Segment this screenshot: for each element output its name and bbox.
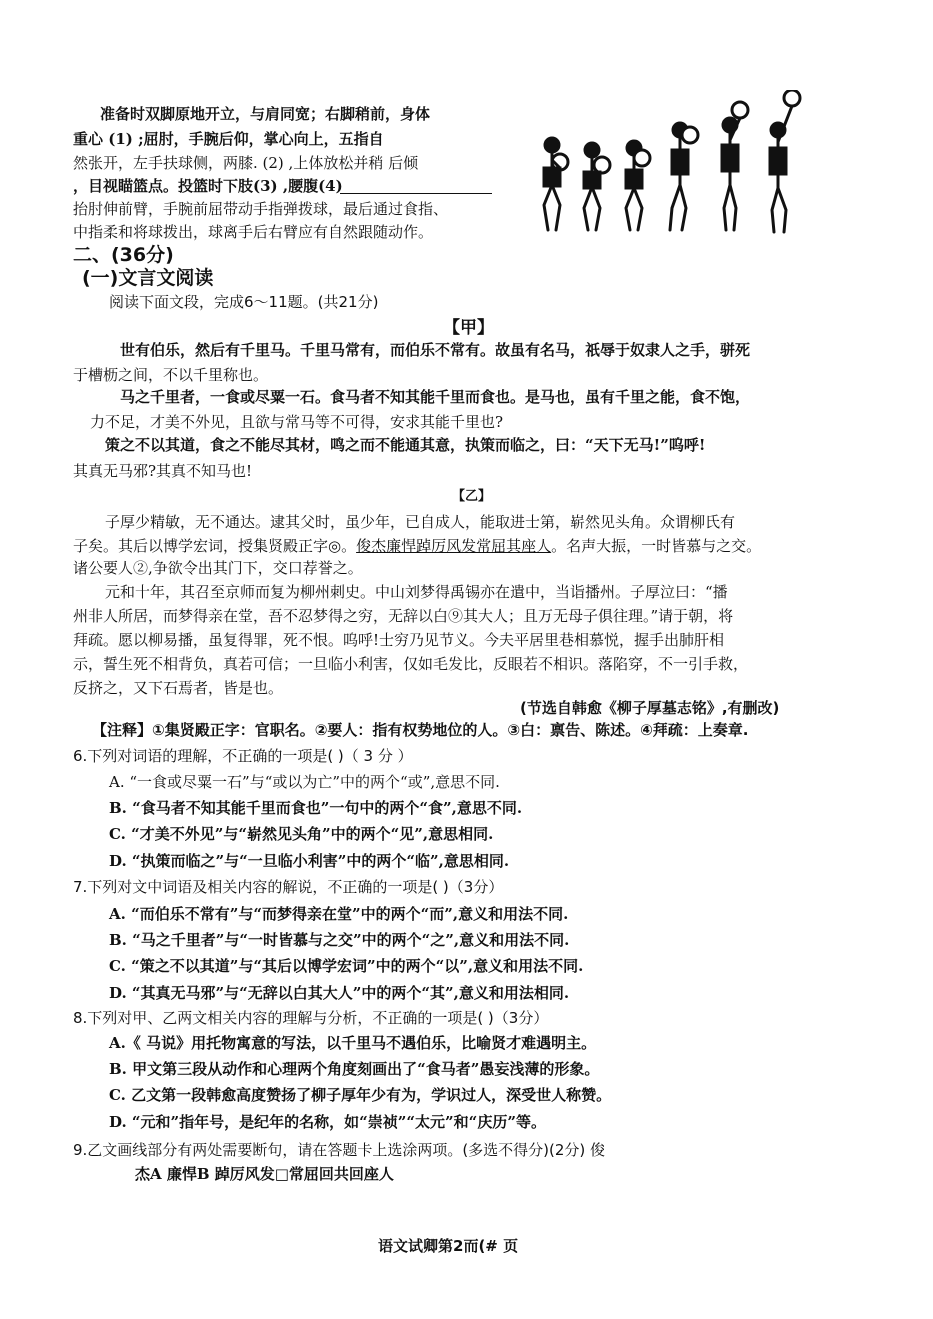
passage-yi-title: 【乙】 <box>452 489 492 504</box>
q8-stem: 8.下列对甲、乙两文相关内容的理解与分析，不正确的一项是( )（3分） <box>73 1009 549 1027</box>
q8-option-d[interactable]: D. “元和”指年号，是纪年的名称，如“崇祯”“太元”和“庆历”等。 <box>109 1113 546 1131</box>
subsection-classical-reading: (一)文言文阅读 <box>82 267 214 289</box>
jia-p2-line1: 马之千里者，一食或尽粟一石。食马者不知其能千里而食也。是马也，虽有千里之能，食不饱， <box>120 388 751 406</box>
jia-p2-line2: 力不足，才美不外见，且欲与常马等不可得，安求其能千里也? <box>90 413 504 431</box>
q6-stem: 6.下列对词语的理解，不正确的一项是( )（ 3 分 ） <box>73 747 413 765</box>
q6-option-a[interactable]: A. “一食或尽粟一石”与“或以为亡”中的两个“或”,意思不同. <box>109 773 500 791</box>
yi-p1-line2-start: 子矣。其后以博学宏词，授集贤殿正字◎。 <box>73 537 357 555</box>
yi-p2-line3: 拜疏。愿以柳易播，虽复得罪，死不恨。呜呼!士穷乃见节义。今夫平居里巷相慕悦，握手出肺肝相 <box>73 631 725 649</box>
yi-p1-line3: 诸公要人②,争欲令出其门下，交口荐誉之。 <box>73 559 363 577</box>
annotation-note: 【注释】①集贤殿正字：官职名。②要人：指有权势地位的人。③白：禀告、陈述。④拜疏：上奏章. <box>92 721 749 739</box>
intro-blank-line <box>340 193 492 194</box>
reading-instruction: 阅读下面文段，完成6～11题。(共21分) <box>109 293 379 311</box>
q7-option-d[interactable]: D. “其真无马邪”与“无辞以白其大人”中的两个“其”,意义和用法相同. <box>109 984 570 1002</box>
q6-option-c[interactable]: C. “才美不外见”与“崭然见头角”中的两个“见”,意思相同. <box>109 825 494 843</box>
yi-p1-line2-end: 。名声大振，一时皆慕与之交。 <box>551 537 762 555</box>
yi-underlined-sentence: 俊杰廉悍踔厉风发常屈其座人 <box>356 537 552 555</box>
jia-p3-line2: 其真无马邪?其真不知马也! <box>73 462 253 480</box>
q8-option-b[interactable]: B. 甲文第三段从动作和心理两个角度刻画出了“食马者”愚妄浅薄的形象。 <box>109 1060 600 1078</box>
intro-line-2: 重心 (1) ;屈肘，手腕后仰，掌心向上，五指自 <box>73 130 384 148</box>
yi-p1-line2 <box>73 535 761 556</box>
intro-line-5: 抬肘伸前臂，手腕前屈带动手指弹拨球，最后通过食指、 <box>73 200 449 218</box>
q7-option-c[interactable]: C. “策之不以其道”与“其后以博学宏词”中的两个“以”,意义和用法不同. <box>109 957 584 975</box>
q6-option-d[interactable]: D. “执策而临之”与“一旦临小利害”中的两个“临”,意思相同. <box>109 852 510 870</box>
yi-p1-line1: 子厚少精敏，无不通达。逮其父时，虽少年，已自成人，能取进士第，崭然见头角。众谓柳氏有 <box>105 513 736 531</box>
section-2-heading: 二、(36分) <box>73 244 174 266</box>
basketball-shooting-figure <box>530 90 820 240</box>
q6-option-b[interactable]: B. “食马者不知其能千里而食也”一句中的两个“食”,意思不同. <box>109 799 523 817</box>
q8-option-c[interactable]: C. 乙文第一段韩愈高度赞扬了柳子厚年少有为，学识过人，深受世人称赞。 <box>109 1086 612 1104</box>
q7-option-b[interactable]: B. “马之千里者”与“一时皆慕与之交”中的两个“之”,意义和用法不同. <box>109 931 570 949</box>
intro-line-4: ，目视瞄篮点。投篮时下肢(3) ,腰腹(4) <box>73 177 343 195</box>
q8-option-a[interactable]: A.《 马说》用托物寓意的写法，以千里马不遇伯乐，比喻贤才难遇明主。 <box>109 1034 597 1052</box>
intro-line-6: 中指柔和将球拨出，球离手后右臂应有自然跟随动作。 <box>73 223 434 241</box>
yi-p2-line4: 示，誓生死不相背负，真若可信；一旦临小利害，仅如毛发比，反眼若不相识。落陷穿，不一引手救， <box>73 655 749 673</box>
passage-jia-title: 【甲】 <box>443 318 494 338</box>
jia-p3-line1: 策之不以其道，食之不能尽其材，鸣之而不能通其意，执策而临之，曰：“天下无马!”呜呼! <box>105 436 706 454</box>
yi-p2-line5: 反挤之，又下石焉者，皆是也。 <box>73 679 284 697</box>
intro-line-3: 然张开，左手扶球侧，两膝. (2) ,上体放松并稍 后倾 <box>73 154 419 172</box>
q9-stem: 9.乙文画线部分有两处需要断句，请在答题卡上选涂两项。(多选不得分)(2分) 俊 <box>73 1141 606 1159</box>
yi-source: (节选自韩愈《柳子厚墓志铭》,有删改) <box>520 699 780 717</box>
yi-p2-line2: 州非人所居，而梦得亲在堂，吾不忍梦得之穷，无辞以白⑨其大人；且万无母子俱往理。”请于朝，将 <box>73 607 734 625</box>
q7-stem: 7.下列对文中词语及相关内容的解说，不正确的一项是( )（3分） <box>73 878 504 896</box>
page-footer: 语文试卿第2而(# 页 <box>378 1237 519 1255</box>
q9-options[interactable]: 杰A 廉悍B 踔厉风发□常屈回共回座人 <box>135 1165 394 1183</box>
yi-p2-line1: 元和十年，其召至京师而复为柳州刺史。中山刘梦得禹锡亦在遣中，当诣播州。子厚泣曰：“播 <box>105 583 728 601</box>
q7-option-a[interactable]: A. “而伯乐不常有”与“而梦得亲在堂”中的两个“而”,意义和用法不同. <box>109 905 569 923</box>
jia-p1-line1: 世有伯乐，然后有千里马。千里马常有，而伯乐不常有。故虽有名马，祇辱于奴隶人之手，骈死 <box>120 341 751 359</box>
intro-line-1: 准备时双脚原地开立，与肩同宽；右脚稍前，身体 <box>100 105 431 123</box>
jia-p1-line2: 于槽枥之间，不以千里称也。 <box>73 366 269 384</box>
